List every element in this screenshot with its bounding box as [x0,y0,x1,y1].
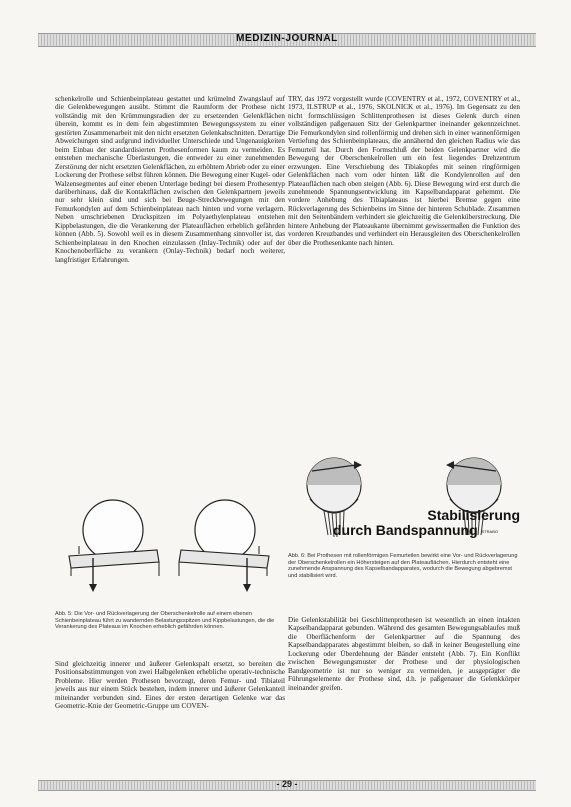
right-column-bottom-text [288,616,520,692]
paragraph: Die Gelenkstabilität bei Geschlittenprothesen ist wesentlich an einen intakten Kapselbandapparat gebunden. Während des gesamten Bewegungsablaufes muß die Oberflächenform der Gelenkpartner auf die Spannung des Kapselbandapparates abgestimmt bleiben, so daß in keiner Beugestellung eine Lockerung oder Überdehnung der Bänder entsteht (Abb. 7). Ein Konflikt zwischen Bewegungsmuster der Prothese und der physiologischen Bandgeometrie ist nur so weniger zu vermeiden, je ausgeprägter die Führungselemente der Prothese sind, d.h. je paßgenauer die Gelenkkörper ineinander greifen. [288,616,520,692]
heading-line-1: Stabilisierung [427,507,520,523]
page-number: - 29 - [276,779,298,789]
stabilization-heading [288,508,520,539]
knee-model-right [179,500,269,592]
paragraph: schenkelrolle und Schienbeinplateau gestattet und krümelnd Zwangslauf auf die Gelenkbewegungen ausübt. Stimmt die Raumform der Prothese nicht vollständig mit den Krümmungsradien der zu ersetzenden Gelenkflächen überein, kommt es in dem fein abgestimmten Bewegungssystem zu einer gestörten Zusammenarbeit mit den nicht ersetzten Gelenkabschnitten. Derartige Abweichungen sind aufgrund individueller Unterschiede und Ungenauigkeiten beim Einbau der standardisierten Prothesenformen kaum zu vermeiden. Es entstehen mechanische Überlastungen, die entweder zu einer zunehmenden Zerstörung der nicht ersetzten Gelenkflächen, zu erhöhtem Abrieb oder zu einer Lockerung der Prothese selbst führen können. Die Bewegung einer Kugel- oder Walzensegmentes auf einer ebenen Unterlage bedingt bei diesem Prothesentyp darüberhinaus, daß die Kontaktflächen zwischen den Gelenkpartnern jeweils nur sehr klein sind und sich bei Beuge-Streckbewegungen mit den Femurkondylen auf dem Schienbeinplateau nach hinten und vorne verlagern. Neben umschriebenen Druckspitzen im Polyaethylenplateau entstehen Kippbelastungen, die die Verankerung der Plateauflächen erheblich gefährden können (Abb. 5). Sowohl weil es in diesem Zusammenhang sinnvoller ist, das Schienbeinplateau in den Knochen einzulassen (Inlay-Technik) oder auf der Knochenoberfläche zu verankern (Onlay-Technik) bedarf noch weiterer, langfristiger Erfahrungen. [55,95,285,264]
right-column-top-text [288,95,520,247]
footer-bar [38,780,536,791]
left-column-top-text [55,95,285,264]
left-column-bottom-text [55,660,285,711]
figure-5-knee-tilt-diagram [55,496,285,606]
journal-title: MEDIZIN-JOURNAL [236,33,338,44]
heading-note: STRABO [481,528,498,534]
heading-line-2 [288,523,498,539]
figure-5-caption: Abb. 5: Die Vor- und Rückverlagerung der Oberschenkelrolle auf einem ebenen Schienbeinplateau führt zu wandernden Belastungsspitzen und Kippbelastungen, die die Verankerung des Plateaus im Knochen erheblich gefährden können. [55,611,275,631]
heading-line-2-text: durch Bandspannung [332,522,478,538]
knee-model-left [69,500,159,592]
paragraph: TRY, das 1972 vorgestellt wurde (COVENTRY et al., 1972, COVENTRY et al., 1973, ILSTRUP et al., 1976, SKOLNICK et al., 1976). Im Gegensatz zu den nicht formschlüssigen Schlittenprothesen ist dieses Gelenk durch einen vollständigen paßgenauen Sitz der Gelenkpartner ineinander gekennzeichnet. Die Femurkondylen sind rollenförmig und drehen sich in einer wannenförmigen Vertiefung des Schienbeinplateaus, die annähernd den gleichen Radius wie das Femurteil hat. Durch den Formschluß der beiden Gelenkpartner wird die Bewegung der Oberschenkelrollen um ein fest liegendes Drehzentrum erzwungen. Eine Verschiebung des Tibiakopfes mit seinen ringförmigen Gelenkflächen nach vorn oder hinten läßt die Kondylenrollen auf den Plateauflächen nach oben steigen (Abb. 6). Diese Bewegung wird erst durch die zunehmende Spannungsentwicklung im Kapselbandapparat gehemmt. Die vordere Anhebung des Tibiaplateaus ist hierbei Bremse gegen eine Rückverlagerung des Schienbeins im Sinne der hinteren Schublade. Zusammen mit den Seitenbändern verhindert sie gleichzeitig die Gelenküberstreckung. Die hintere Anhebung der Plateaukante übernimmt gewissermaßen die Funktion des vorderen Kreuzbandes und verhindert ein Herausgleiten des Oberschenkelrollen über die Prothesenkante nach hinten. [288,95,520,247]
figure-6-caption: Abb. 6: Bei Prothesen mit rollenförmigen Femurteilen bewirkt eine Vor- und Rückverlagerung der Oberschenkelrollen ein Höhersteigen auf den Plateauflächen. Hierdurch entsteht eine zunehmende Anspannung des Kapselbandapparates, wodurch die Bewegung abgebremst und stabilisiert wird. [288,553,518,579]
paragraph: Sind gleichzeitig innerer und äußerer Gelenkspalt ersetzt, so bereiten die Positionsabstimmungen von zwei Halbgelenken erhebliche operativ-technische Probleme. Hier werden Prothesen bevorzugt, deren Femur- und Tibiateil jeweils aus nur einem Stück bestehen, indem innerer und äußerer Gelenkanteil miteinander verbunden sind. Eines der ersten derartigen Gelenke war das Geometric-Knie der Geometric-Gruppe um COVEN- [55,660,285,711]
header-bar [38,33,536,47]
